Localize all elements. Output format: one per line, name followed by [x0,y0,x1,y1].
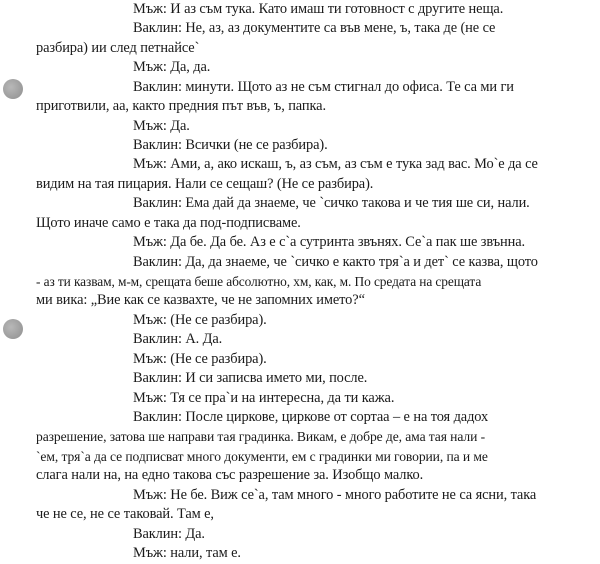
transcript-line: Ваклин: Ема дай да знаеме, че `сичко такова и че тия ше си, нали. [133,195,530,212]
transcript-line: Мъж: (Не се разбира). [133,311,267,328]
binder-hole-top [3,79,23,99]
transcript-line: Мъж: И аз съм тука. Като имаш ти готовност с другите неща. [133,1,504,17]
transcript-line: Мъж: Да, да. [133,59,211,76]
transcript-line: че не се, не се таковай. Там е, [36,506,214,523]
transcript-line: Ваклин: Да, да знаеме, че `сичко е както тря`а и дет` се казва, щото [133,253,538,270]
transcript-line: Ваклин: После циркове, циркове от сортаа – е на тоя дадох [133,409,489,425]
transcript-line: Мъж: нали, там е. [133,545,241,561]
transcript-line: разбира) ии след петнайсе` [36,39,200,56]
transcript-line: Мъж: Да. [133,117,190,134]
transcript-line: Ваклин: минути. Щото аз не съм стигнал до офиса. Те са ми ги [133,78,514,95]
transcript-line: Ваклин: И си записва името ми, после. [133,370,368,387]
transcript-line: `ем, тря`а да се подписват много документи, ем с градинки ми говории, па и ме [36,448,488,464]
transcript-line: Ваклин: Не, аз, аз документите са във мене, ъ, така де (не се [133,20,496,37]
transcript-line: Ваклин: А. Да. [133,331,223,348]
transcript-line: разрешение, затова ше направи тая градинка. Викам, е добре де, ама тая нали - [36,429,485,445]
transcript-line: - аз ти казвам, м-м, срещата беше абсолютно, хм, как, м. По средата на срещата [36,274,482,289]
transcript-line: Мъж: Да бе. Да бе. Аз е с`а сутринта звънях. Се`а пак ше звънна. [133,234,526,251]
transcript-line: Мъж: (Не се разбира). [133,350,267,367]
transcript-line: видим на тая пицария. Нали се сещаш? (Не се разбира). [36,175,374,192]
transcript-line: Ваклин: Всички (не се разбира). [133,137,328,153]
transcript-line: Ваклин: Да. [133,525,205,542]
binder-hole-bottom [3,319,23,339]
transcript-line: Мъж: Не бе. Виж се`а, там много - много работите не са ясни, така [133,486,537,503]
transcript-line: ми вика: „Вие как се казвахте, че не запомних името?“ [36,292,365,309]
transcript-line: Мъж: Ами, а, ако искаш, ъ, аз съм, аз съм е тука зад вас. Мо`е да се [133,156,538,173]
transcript-line: Мъж: Тя се пра`и на интересна, да ти кажа. [133,389,395,406]
transcript-line: приготвили, аа, както предния път във, ъ, папка. [36,98,326,115]
transcript-line: слага нали на, на едно такова със разрешение за. Изобщо малко. [36,467,424,484]
transcript-line: Щото иначе само е така да под-подписваме. [36,214,301,231]
